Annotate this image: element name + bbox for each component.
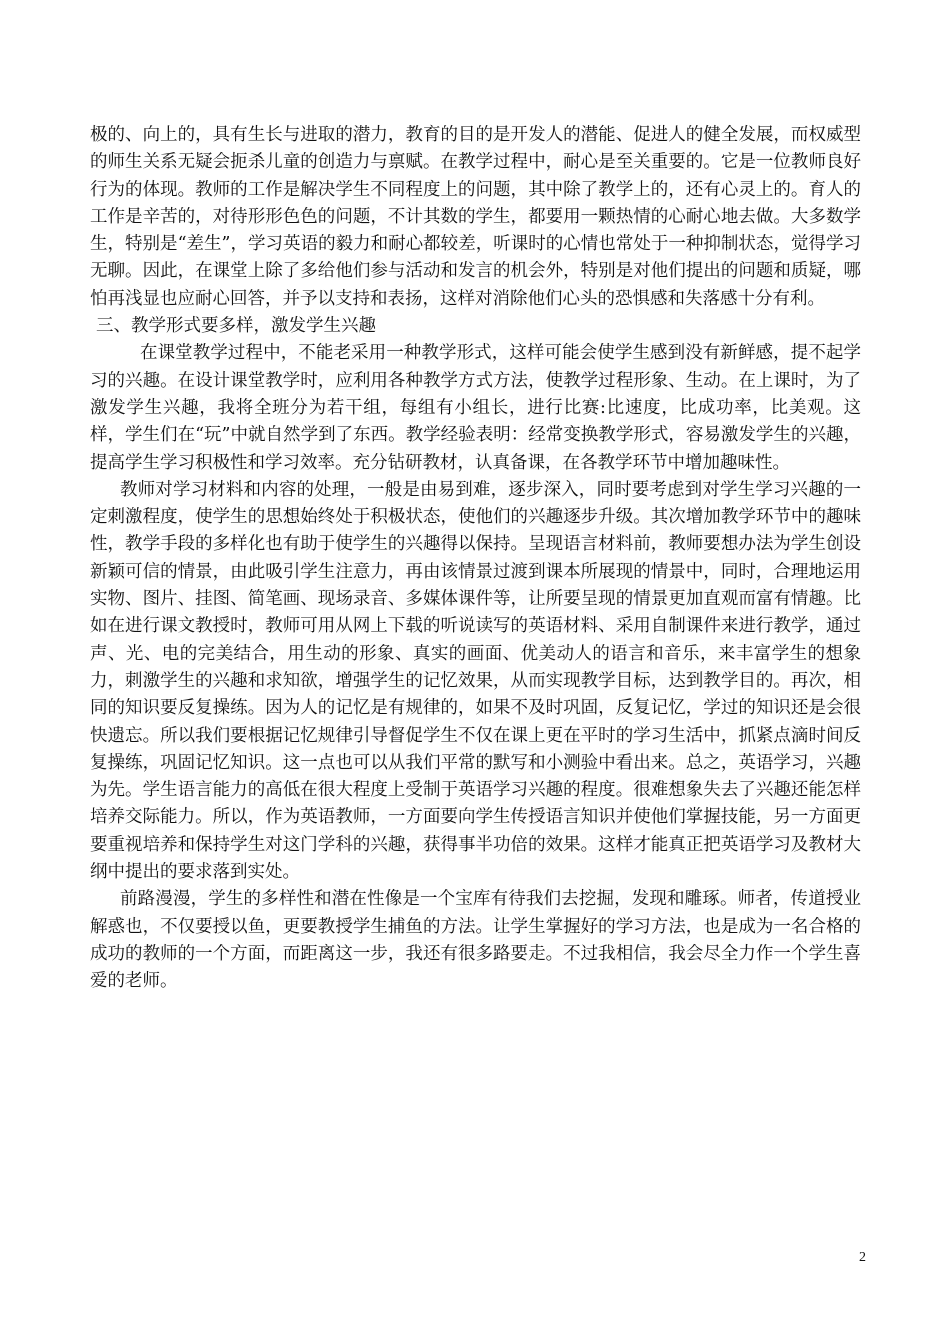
page-number: 2 — [859, 1250, 866, 1265]
section-heading: 三、教学形式要多样，激发学生兴趣 — [96, 316, 376, 337]
paragraph-conclusion: 前路漫漫，学生的多样性和潜在性像是一个宝库有待我们去挖掘，发现和雕琢。师者，传道授业解惑也，不仅要授以鱼，更要教授学生捕鱼的方法。让学生掌握好的学习方法，也是成为一名合格的成功的教师的一个方面，而距离这一步，我还有很多路要走。不过我相信，我会尽全力作一个学生喜爱的老师。 — [90, 889, 861, 992]
paragraph-continued: 极的、向上的，具有生长与进取的潜力，教育的目的是开发人的潜能、促进人的健全发展，而权威型的师生关系无疑会扼杀儿童的创造力与禀赋。在教学过程中，耐心是至关重要的。它是一位教师良好行为的体现。教师的工作是解决学生不同程度上的问题，其中除了教学上的，还有心灵上的。育人的工作是辛苦的，对待形形色色的问题，不计其数的学生，都要用一颗热情的心耐心地去做。大多数学生，特别是“差生”，学习英语的毅力和耐心都较差，听课时的心情也常处于一种抑制状态，觉得学习无聊。因此，在课堂上除了多给他们参与活动和发言的机会外，特别是对他们提出的问题和质疑，哪怕再浅显也应耐心回答，并予以支持和表扬，这样对消除他们心头的恐惧感和失落感十分有利。 — [90, 125, 861, 309]
document-body — [90, 122, 861, 996]
paragraph-materials-handling: 教师对学习材料和内容的处理，一般是由易到难，逐步深入，同时要考虑到对学生学习兴趣的一定刺激程度，使学生的思想始终处于积极状态，使他们的兴趣逐步升级。其次增加教学环节中的趣味性，教学手段的多样化也有助于使学生的兴趣得以保持。呈现语言材料前，教师要想办法为学生创设新颖可信的情景，由此吸引学生注意力，再由该情景过渡到课本所展现的情景中，同时，合理地运用实物、图片、挂图、简笔画、现场录音、多媒体课件等，让所要呈现的情景更加直观而富有情趣。比如在进行课文教授时，教师可用从网上下载的听说读写的英语材料、采用自制课件来进行教学，通过声、光、电的完美结合，用生动的形象、真实的画面、优美动人的语言和音乐，来丰富学生的想象力，刺激学生的兴趣和求知欲，增强学生的记忆效果，从而实现教学目标，达到教学目的。再次，相同的知识要反复操练。因为人的记忆是有规律的，如果不及时巩固，反复记忆，学过的知识还是会很快遗忘。所以我们要根据记忆规律引导督促学生不仅在课上更在平时的学习生活中，抓紧点滴时间反复操练，巩固记忆知识。这一点也可以从我们平常的默写和小测验中看出来。总之，英语学习，兴趣为先。学生语言能力的高低在很大程度上受制于英语学习兴趣的程度。很难想象失去了兴趣还能怎样培养交际能力。所以，作为英语教师，一方面要向学生传授语言知识并使他们掌握技能，另一方面更要重视培养和保持学生对这门学科的兴趣，获得事半功倍的效果。这样才能真正把英语学习及教材大纲中提出的要求落到实处。 — [90, 479, 861, 883]
paragraph-teaching-forms: 在课堂教学过程中，不能老采用一种教学形式，这样可能会使学生感到没有新鲜感，提不起学习的兴趣。在设计课堂教学时，应利用各种教学方式方法，使教学过程形象、生动。在上课时，为了激发学生兴趣，我将全班分为若干组，每组有小组长，进行比赛:比速度，比成功率，比美观。这样，学生们在“玩”中就自然学到了东西。教学经验表明：经常变换教学形式，容易激发学生的兴趣，提高学生学习积极性和学习效率。充分钻研教材，认真备课，在各教学环节中增加趣味性。 — [90, 343, 861, 473]
